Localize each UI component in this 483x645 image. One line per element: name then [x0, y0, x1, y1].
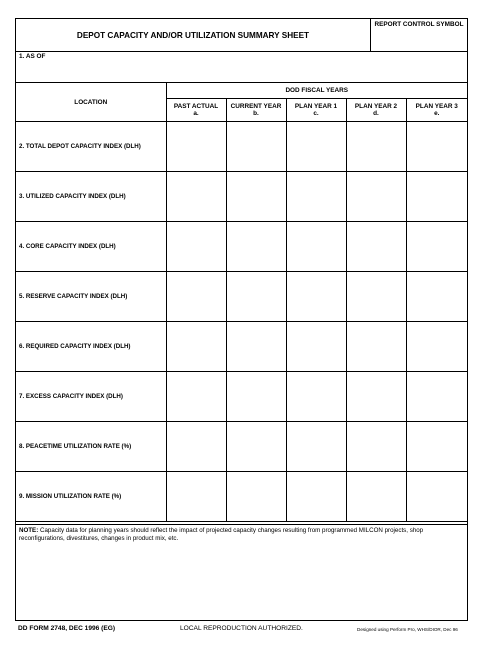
- form-title: DEPOT CAPACITY AND/OR UTILIZATION SUMMARY SHEET: [16, 19, 371, 51]
- entry-cell[interactable]: [346, 422, 406, 472]
- table-row: [16, 122, 467, 172]
- column-header: [346, 99, 406, 122]
- row-label: 3. UTILIZED CAPACITY INDEX (DLH): [16, 172, 166, 222]
- reproduction-notice: LOCAL REPRODUCTION AUTHORIZED.: [180, 625, 303, 632]
- column-header: [286, 99, 346, 122]
- entry-cell[interactable]: [226, 422, 286, 472]
- entry-cell[interactable]: [346, 472, 406, 522]
- row-label: 9. MISSION UTILIZATION RATE (%): [16, 472, 166, 522]
- table-row: [16, 472, 467, 522]
- entry-cell[interactable]: [406, 272, 467, 322]
- entry-cell[interactable]: [346, 122, 406, 172]
- entry-cell[interactable]: [226, 272, 286, 322]
- entry-cell[interactable]: [226, 222, 286, 272]
- column-header: [406, 99, 467, 122]
- table-row: [16, 172, 467, 222]
- column-header-letter: a.: [193, 110, 199, 117]
- entry-cell[interactable]: [406, 472, 467, 522]
- column-header: [226, 99, 286, 122]
- note-text: [16, 525, 467, 545]
- entry-cell[interactable]: [166, 422, 226, 472]
- form-id: DD FORM 2748, DEC 1996 (EG): [18, 625, 116, 632]
- table-row: [16, 322, 467, 372]
- entry-cell[interactable]: [286, 122, 346, 172]
- entry-cell[interactable]: [406, 172, 467, 222]
- note-body: Capacity data for planning years should reflect the impact of projected capacity changes resulting from programmed MILCON projects, shop reconfigurations, divestitures, changes in product mix, etc.: [19, 527, 424, 542]
- entry-cell[interactable]: [406, 372, 467, 422]
- entry-cell[interactable]: [346, 372, 406, 422]
- entry-cell[interactable]: [286, 422, 346, 472]
- fiscal-years-header: DOD FISCAL YEARS: [166, 83, 467, 99]
- row-label: 4. CORE CAPACITY INDEX (DLH): [16, 222, 166, 272]
- form-header: [16, 19, 467, 52]
- entry-cell[interactable]: [406, 222, 467, 272]
- as-of-field[interactable]: [16, 52, 467, 83]
- table-row: [16, 372, 467, 422]
- column-header-label: PLAN YEAR 3: [415, 102, 458, 110]
- table-row: [16, 222, 467, 272]
- entry-cell[interactable]: [346, 322, 406, 372]
- entry-cell[interactable]: [166, 322, 226, 372]
- entry-cell[interactable]: [166, 172, 226, 222]
- capacity-table: [16, 83, 467, 522]
- entry-cell[interactable]: [226, 372, 286, 422]
- column-header-letter: e.: [434, 110, 440, 117]
- entry-cell[interactable]: [286, 322, 346, 372]
- column-header: [166, 99, 226, 122]
- entry-cell[interactable]: [286, 372, 346, 422]
- report-control-symbol-label: REPORT CONTROL SYMBOL: [374, 21, 464, 28]
- row-label: 8. PEACETIME UTILIZATION RATE (%): [16, 422, 166, 472]
- entry-cell[interactable]: [346, 272, 406, 322]
- column-header-letter: b.: [253, 110, 259, 117]
- table-row: [16, 422, 467, 472]
- entry-cell[interactable]: [406, 422, 467, 472]
- as-of-label: 1. AS OF: [19, 53, 46, 60]
- entry-cell[interactable]: [406, 322, 467, 372]
- column-header-letter: d.: [373, 110, 379, 117]
- entry-cell[interactable]: [226, 172, 286, 222]
- row-label: 5. RESERVE CAPACITY INDEX (DLH): [16, 272, 166, 322]
- entry-cell[interactable]: [226, 322, 286, 372]
- row-label: 7. EXCESS CAPACITY INDEX (DLH): [16, 372, 166, 422]
- entry-cell[interactable]: [166, 272, 226, 322]
- location-header: LOCATION: [16, 83, 166, 122]
- entry-cell[interactable]: [226, 472, 286, 522]
- entry-cell[interactable]: [346, 222, 406, 272]
- table-row: [16, 272, 467, 322]
- row-label: 6. REQUIRED CAPACITY INDEX (DLH): [16, 322, 166, 372]
- note-section[interactable]: [16, 524, 467, 621]
- entry-cell[interactable]: [166, 372, 226, 422]
- column-header-label: PAST ACTUAL: [173, 102, 219, 110]
- note-label: NOTE:: [19, 527, 39, 534]
- entry-cell[interactable]: [346, 172, 406, 222]
- entry-cell[interactable]: [286, 472, 346, 522]
- entry-cell[interactable]: [166, 222, 226, 272]
- row-label: 2. TOTAL DEPOT CAPACITY INDEX (DLH): [16, 122, 166, 172]
- entry-cell[interactable]: [286, 172, 346, 222]
- column-header-letter: c.: [313, 110, 319, 117]
- column-header-label: PLAN YEAR 2: [354, 102, 398, 110]
- form: [15, 18, 468, 621]
- entry-cell[interactable]: [166, 122, 226, 172]
- entry-cell[interactable]: [166, 472, 226, 522]
- entry-cell[interactable]: [226, 122, 286, 172]
- entry-cell[interactable]: [286, 222, 346, 272]
- column-header-label: PLAN YEAR 1: [294, 102, 338, 110]
- entry-cell[interactable]: [286, 272, 346, 322]
- designed-by: Designed using Perform Pro, WHS/DIOR, Dec 96: [357, 627, 458, 632]
- entry-cell[interactable]: [406, 122, 467, 172]
- column-header-label: CURRENT YEAR: [230, 102, 282, 110]
